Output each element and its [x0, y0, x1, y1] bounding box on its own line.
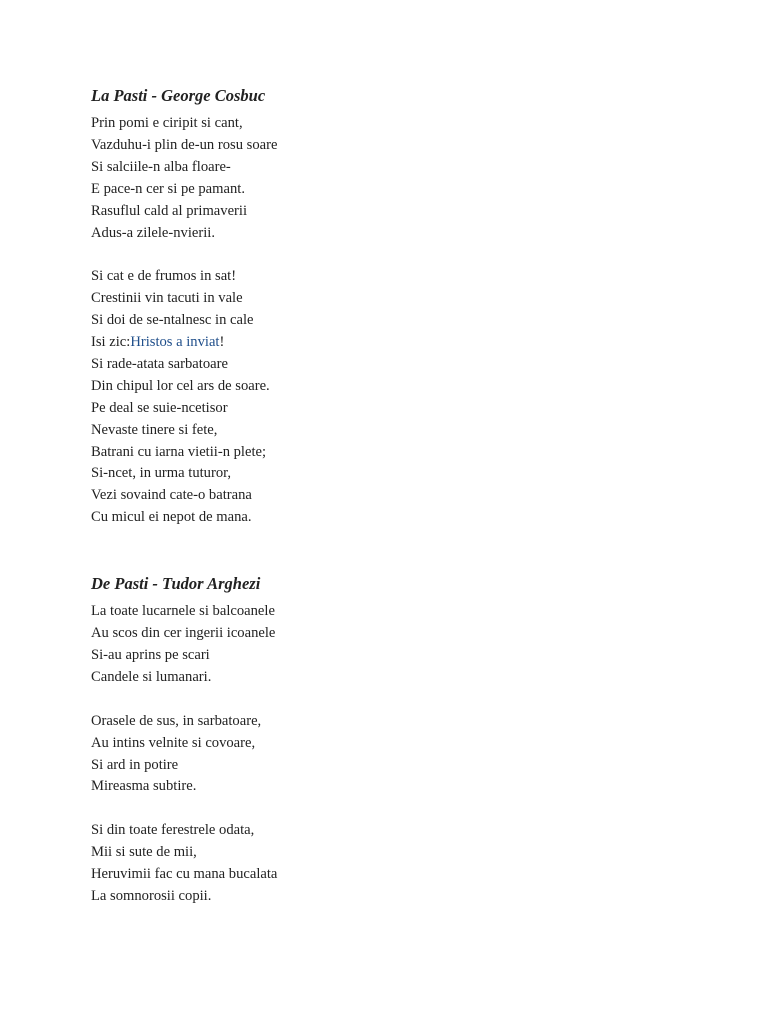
verse-line: Vazduhu-i plin de-un rosu soare [91, 136, 278, 153]
verse-line: Au scos din cer ingerii icoanele [91, 625, 276, 642]
verse-line: Prin pomi e ciripit si cant, [91, 115, 243, 131]
verse-line-with-link [91, 332, 691, 354]
stanza-spacer [91, 798, 691, 820]
verse-line-suffix: ! [219, 334, 225, 351]
verse-line: Si-au aprins pe scari [91, 647, 210, 664]
poem-de-pasti [91, 573, 691, 908]
verse-line: Si doi de se-ntalnesc in cale [91, 312, 254, 329]
verse-line: Vezi sovaind cate-o batrana [91, 487, 252, 504]
poem-title: La Pasti - George Cosbuc [91, 86, 266, 105]
verse-line: Si ard in potire [91, 756, 179, 773]
verse-line: Si salciile-n alba floare- [91, 158, 231, 175]
poem-title: De Pasti - Tudor Arghezi [91, 574, 261, 594]
verse-line: Mireasma subtire. [91, 778, 197, 795]
hristos-a-inviat-link[interactable]: Hristos a inviat [130, 334, 220, 351]
stanza [91, 601, 691, 689]
verse-line: Nevaste tinere si fete, [91, 421, 218, 438]
verse-line: Rasuflul cald al primaverii [91, 202, 248, 219]
verse-line: La somnorosii copii. [91, 887, 212, 904]
verse-line: Pe deal se suie-ncetisor [91, 399, 228, 416]
verse-line-prefix: Isi zic: [91, 334, 131, 351]
poem-spacer [91, 529, 691, 573]
stanza [91, 113, 691, 244]
verse-line: Candele si lumanari. [91, 668, 212, 685]
poem-la-pasti [91, 85, 691, 529]
verse-line: E pace-n cer si pe pamant. [91, 180, 245, 197]
stanza-spacer [91, 244, 691, 266]
document-page [91, 85, 691, 908]
verse-line: Adus-a zilele-nvierii. [91, 224, 215, 241]
verse-line: Si rade-atata sarbatoare [91, 355, 228, 372]
verse-line: Si din toate ferestrele odata, [91, 822, 255, 839]
verse-line: Cu micul ei nepot de mana. [91, 509, 252, 526]
verse-line: Heruvimii fac cu mana bucalata [91, 866, 278, 883]
verse-line: La toate lucarnele si balcoanele [91, 603, 275, 620]
verse-line: Au intins velnite si covoare, [91, 734, 256, 751]
verse-line: Crestinii vin tacuti in vale [91, 290, 243, 307]
verse-line: Si cat e de frumos in sat! [91, 268, 237, 285]
verse-line: Si-ncet, in urma tuturor, [91, 465, 232, 482]
verse-line: Batrani cu iarna vietii-n plete; [91, 443, 267, 460]
verse-line: Orasele de sus, in sarbatoare, [91, 712, 262, 729]
stanza [91, 820, 691, 908]
stanza-spacer [91, 689, 691, 711]
stanza [91, 711, 691, 799]
stanza [91, 266, 691, 529]
verse-line: Mii si sute de mii, [91, 844, 197, 861]
verse-line: Din chipul lor cel ars de soare. [91, 377, 270, 394]
